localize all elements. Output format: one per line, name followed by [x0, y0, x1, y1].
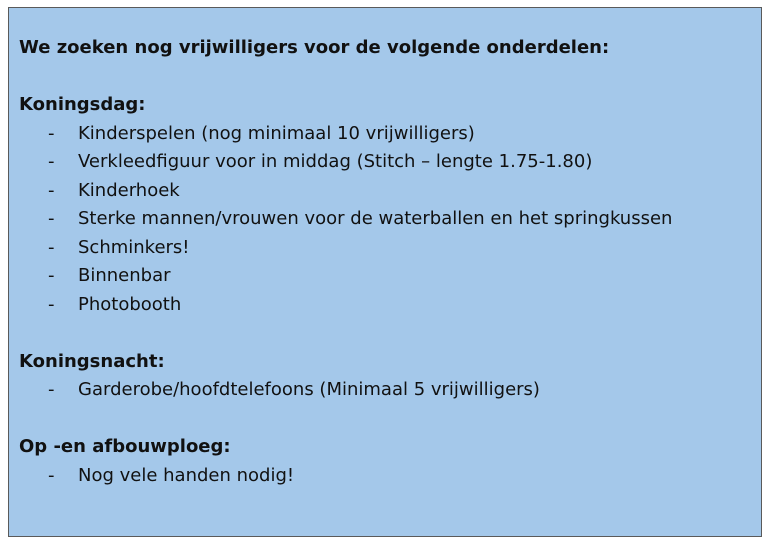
list-item-label: Verkleedfiguur voor in middag (Stitch – lengte 1.75-1.80) — [78, 151, 593, 172]
list-item-label: Binnenbar — [78, 265, 171, 286]
spacer — [19, 405, 751, 434]
notice-content — [19, 34, 751, 490]
dash-bullet: - — [48, 293, 55, 315]
section-title-afbouwploeg: Op -en afbouwploeg: — [19, 436, 231, 457]
spacer — [19, 319, 751, 348]
spacer — [19, 63, 751, 92]
dash-bullet: - — [48, 379, 55, 400]
list-item — [19, 120, 751, 149]
section-title-koningsdag: Koningsdag: — [19, 94, 146, 115]
list-item-label: Sterke mannen/vrouwen voor de waterballen en het springkussen — [78, 208, 673, 229]
dash-bullet: - — [48, 464, 55, 486]
list-item — [19, 177, 751, 206]
list-item-label: Nog vele handen nodig! — [78, 464, 295, 486]
list-item-label: Kinderspelen (nog minimaal 10 vrijwilligers) — [78, 122, 475, 144]
intro-heading: We zoeken nog vrijwilligers voor de volgende onderdelen: — [19, 37, 610, 58]
list-item — [19, 148, 751, 177]
list-item — [19, 234, 751, 263]
list-item-label: Kinderhoek — [78, 179, 180, 201]
section-title-koningsnacht: Koningsnacht: — [19, 350, 165, 372]
list-item — [19, 291, 751, 320]
list-item — [19, 462, 751, 491]
list-item-label: Photobooth — [78, 293, 182, 315]
dash-bullet: - — [48, 122, 55, 144]
list-item-label: Schminkers! — [78, 236, 190, 258]
dash-bullet: - — [48, 208, 55, 229]
dash-bullet: - — [48, 151, 55, 172]
dash-bullet: - — [48, 179, 55, 201]
list-item — [19, 262, 751, 291]
list-item — [19, 205, 751, 234]
dash-bullet: - — [48, 236, 55, 258]
list-item-label: Garderobe/hoofdtelefoons (Minimaal 5 vrijwilligers) — [78, 379, 540, 400]
volunteer-notice-box — [8, 7, 762, 537]
list-item — [19, 376, 751, 405]
dash-bullet: - — [48, 265, 55, 286]
